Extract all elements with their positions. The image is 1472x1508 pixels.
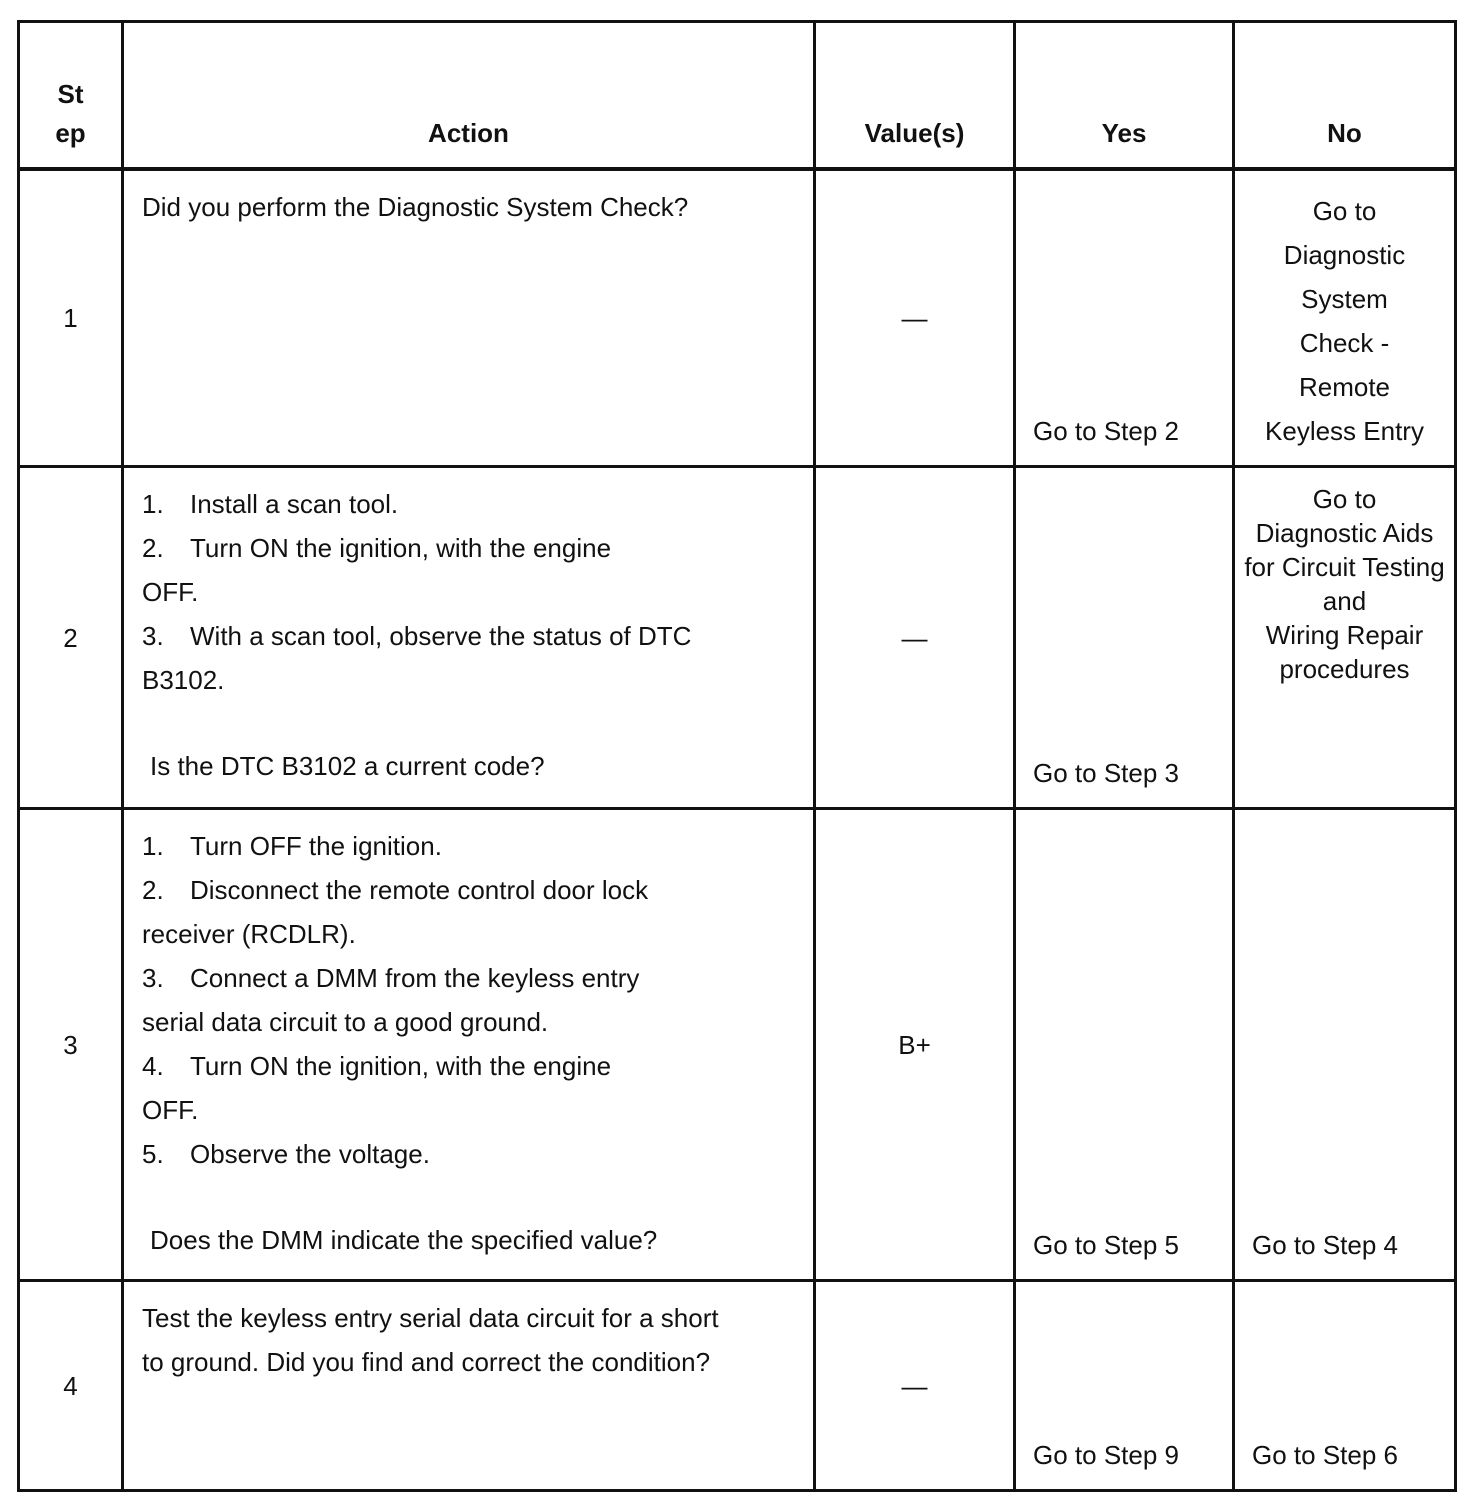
value-cell: — xyxy=(815,169,1015,467)
header-values: Value(s) xyxy=(815,22,1015,169)
value-cell: — xyxy=(815,467,1015,809)
action-item xyxy=(142,868,797,912)
no-cell xyxy=(1234,169,1456,467)
item-number: 1. xyxy=(142,489,164,519)
table-row xyxy=(19,467,1456,809)
item-text: Turn ON the ignition, with the engine xyxy=(190,1051,612,1081)
item-number: 2. xyxy=(142,533,164,563)
no-line: for Circuit Testing xyxy=(1244,552,1445,582)
item-continuation: serial data circuit to a good ground. xyxy=(142,1007,549,1037)
item-number: 1. xyxy=(142,831,164,861)
action-line: Test the keyless entry serial data circuit for a short xyxy=(142,1303,719,1333)
step-number: 4 xyxy=(19,1281,123,1491)
item-text: With a scan tool, observe the status of DTC xyxy=(190,621,692,651)
header-row xyxy=(19,22,1456,169)
table-row xyxy=(19,1281,1456,1491)
value-cell: — xyxy=(815,1281,1015,1491)
action-question: Does the DMM indicate the specified value? xyxy=(150,1225,658,1255)
yes-cell: Go to Step 5 xyxy=(1015,809,1234,1281)
header-yes: Yes xyxy=(1015,22,1234,169)
item-text: Disconnect the remote control door lock xyxy=(190,875,649,905)
item-text: Observe the voltage. xyxy=(190,1139,430,1169)
header-step-line1: St xyxy=(57,78,84,109)
value-cell: B+ xyxy=(815,809,1015,1281)
diagnostic-table xyxy=(17,20,1457,1492)
action-item xyxy=(142,1044,797,1088)
item-continuation: B3102. xyxy=(142,665,225,695)
action-item xyxy=(142,614,797,658)
action-item xyxy=(142,1132,797,1176)
item-text: Turn OFF the ignition. xyxy=(190,831,442,861)
item-text: Install a scan tool. xyxy=(190,489,399,519)
no-line: Go to xyxy=(1312,484,1377,514)
item-text: Connect a DMM from the keyless entry xyxy=(190,963,640,993)
item-number: 3. xyxy=(142,963,164,993)
action-item xyxy=(142,482,797,526)
header-step-line2: ep xyxy=(55,117,86,148)
no-line: Diagnostic xyxy=(1283,240,1406,270)
action-cell xyxy=(123,169,815,467)
table-row xyxy=(19,809,1456,1281)
no-line: Go to xyxy=(1312,196,1377,226)
no-line: Keyless Entry xyxy=(1265,416,1424,446)
yes-cell: Go to Step 9 xyxy=(1015,1281,1234,1491)
header-step xyxy=(19,22,123,169)
item-number: 3. xyxy=(142,621,164,651)
header-no: No xyxy=(1234,22,1456,169)
item-text: Turn ON the ignition, with the engine xyxy=(190,533,612,563)
no-cell: Go to Step 4 xyxy=(1234,809,1456,1281)
no-line: procedures xyxy=(1279,654,1410,684)
no-cell: Go to Step 6 xyxy=(1234,1281,1456,1491)
step-number: 2 xyxy=(19,467,123,809)
yes-cell: Go to Step 2 xyxy=(1015,169,1234,467)
action-text: Did you perform the Diagnostic System Check? xyxy=(142,191,689,222)
action-item xyxy=(142,956,797,1000)
item-continuation: receiver (RCDLR). xyxy=(142,919,356,949)
no-line: Check - xyxy=(1299,328,1390,358)
item-continuation: OFF. xyxy=(142,1095,199,1125)
action-item xyxy=(142,526,797,570)
action-cell xyxy=(123,467,815,809)
item-number: 2. xyxy=(142,875,164,905)
item-number: 5. xyxy=(142,1139,164,1169)
no-cell xyxy=(1234,467,1456,809)
item-number: 4. xyxy=(142,1051,164,1081)
action-cell xyxy=(123,809,815,1281)
item-continuation: OFF. xyxy=(142,577,199,607)
table-row xyxy=(19,169,1456,467)
action-line: to ground. Did you find and correct the condition? xyxy=(142,1347,711,1377)
step-number: 3 xyxy=(19,809,123,1281)
header-action: Action xyxy=(123,22,815,169)
action-question: Is the DTC B3102 a current code? xyxy=(150,751,545,781)
action-item xyxy=(142,824,797,868)
action-cell xyxy=(123,1281,815,1491)
yes-cell: Go to Step 3 xyxy=(1015,467,1234,809)
no-line: and xyxy=(1322,586,1367,616)
no-line: System xyxy=(1301,284,1388,314)
step-number: 1 xyxy=(19,169,123,467)
no-line: Wiring Repair xyxy=(1265,620,1424,650)
no-line: Remote xyxy=(1298,372,1391,402)
no-line: Diagnostic Aids xyxy=(1255,518,1434,548)
